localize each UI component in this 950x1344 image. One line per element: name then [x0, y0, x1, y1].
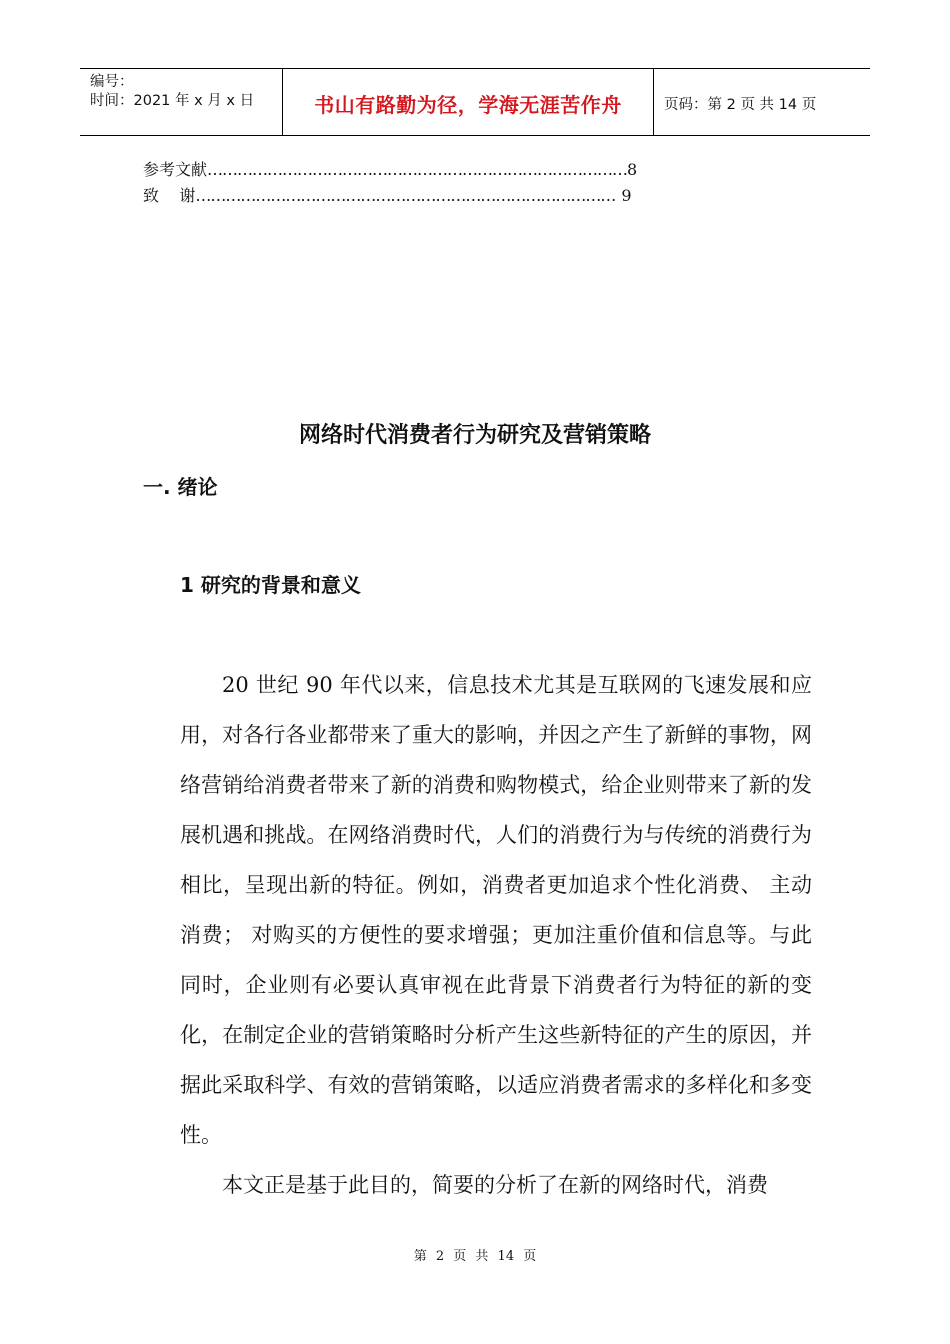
date-label: 时间：2021 年 x 月 x 日: [90, 93, 255, 109]
document-title: 网络时代消费者行为研究及营销策略: [298, 423, 651, 448]
header-motto: 书山有路勤为径，学海无涯苦作舟: [282, 69, 654, 135]
header-meta: [80, 69, 282, 135]
page-header: [80, 68, 870, 136]
toc-label: 致 谢: [143, 186, 196, 205]
section-heading: 一. 绪论: [143, 475, 218, 499]
toc-label: 参考文献: [143, 160, 208, 179]
page-footer: 第 2 页 共 14 页: [413, 1249, 537, 1264]
subsection-heading: 1 研究的背景和意义: [180, 573, 361, 597]
body-paragraph: 20 世纪 90 年代以来，信息技术尤其是互联网的飞速发展和应用，对各行各业都带来了重大的影响，并因之产生了新鲜的事物，网络营销给消费者带来了新的消费和购物模式，给企业则带来了新的发展机遇和挑战。在网络消费时代，人们的消费行为与传统的消费行为相比，呈现出新的特征。例如，消费者更加追求个性化消费、 主动消费； 对购买的方便性的要求增强；更加注重价值和信息等。与此同时，企业则有必要认真审视在此背景下消费者行为特征的新的变化，在制定企业的营销策略时分析产生这些新特征的产生的原因，并据此采取科学、有效的营销策略，以适应消费者需求的多样化和多变性。: [180, 673, 812, 1147]
toc-leader-dots: …………………………………………………………………………: [195, 186, 616, 205]
header-page-info: 页码：第 2 页 共 14 页: [664, 96, 817, 113]
toc-leader-dots: …………………………………………………………………………: [207, 160, 628, 179]
serial-label: 编号：: [90, 74, 134, 90]
toc-entry-acknowledgements[interactable]: [143, 184, 763, 208]
toc-entry-references[interactable]: [143, 158, 763, 182]
body-paragraph: 本文正是基于此目的，简要的分析了在新的网络时代，消费: [222, 1173, 768, 1197]
toc-page-number: 9: [621, 186, 632, 205]
toc-page-number: 8: [627, 160, 638, 179]
